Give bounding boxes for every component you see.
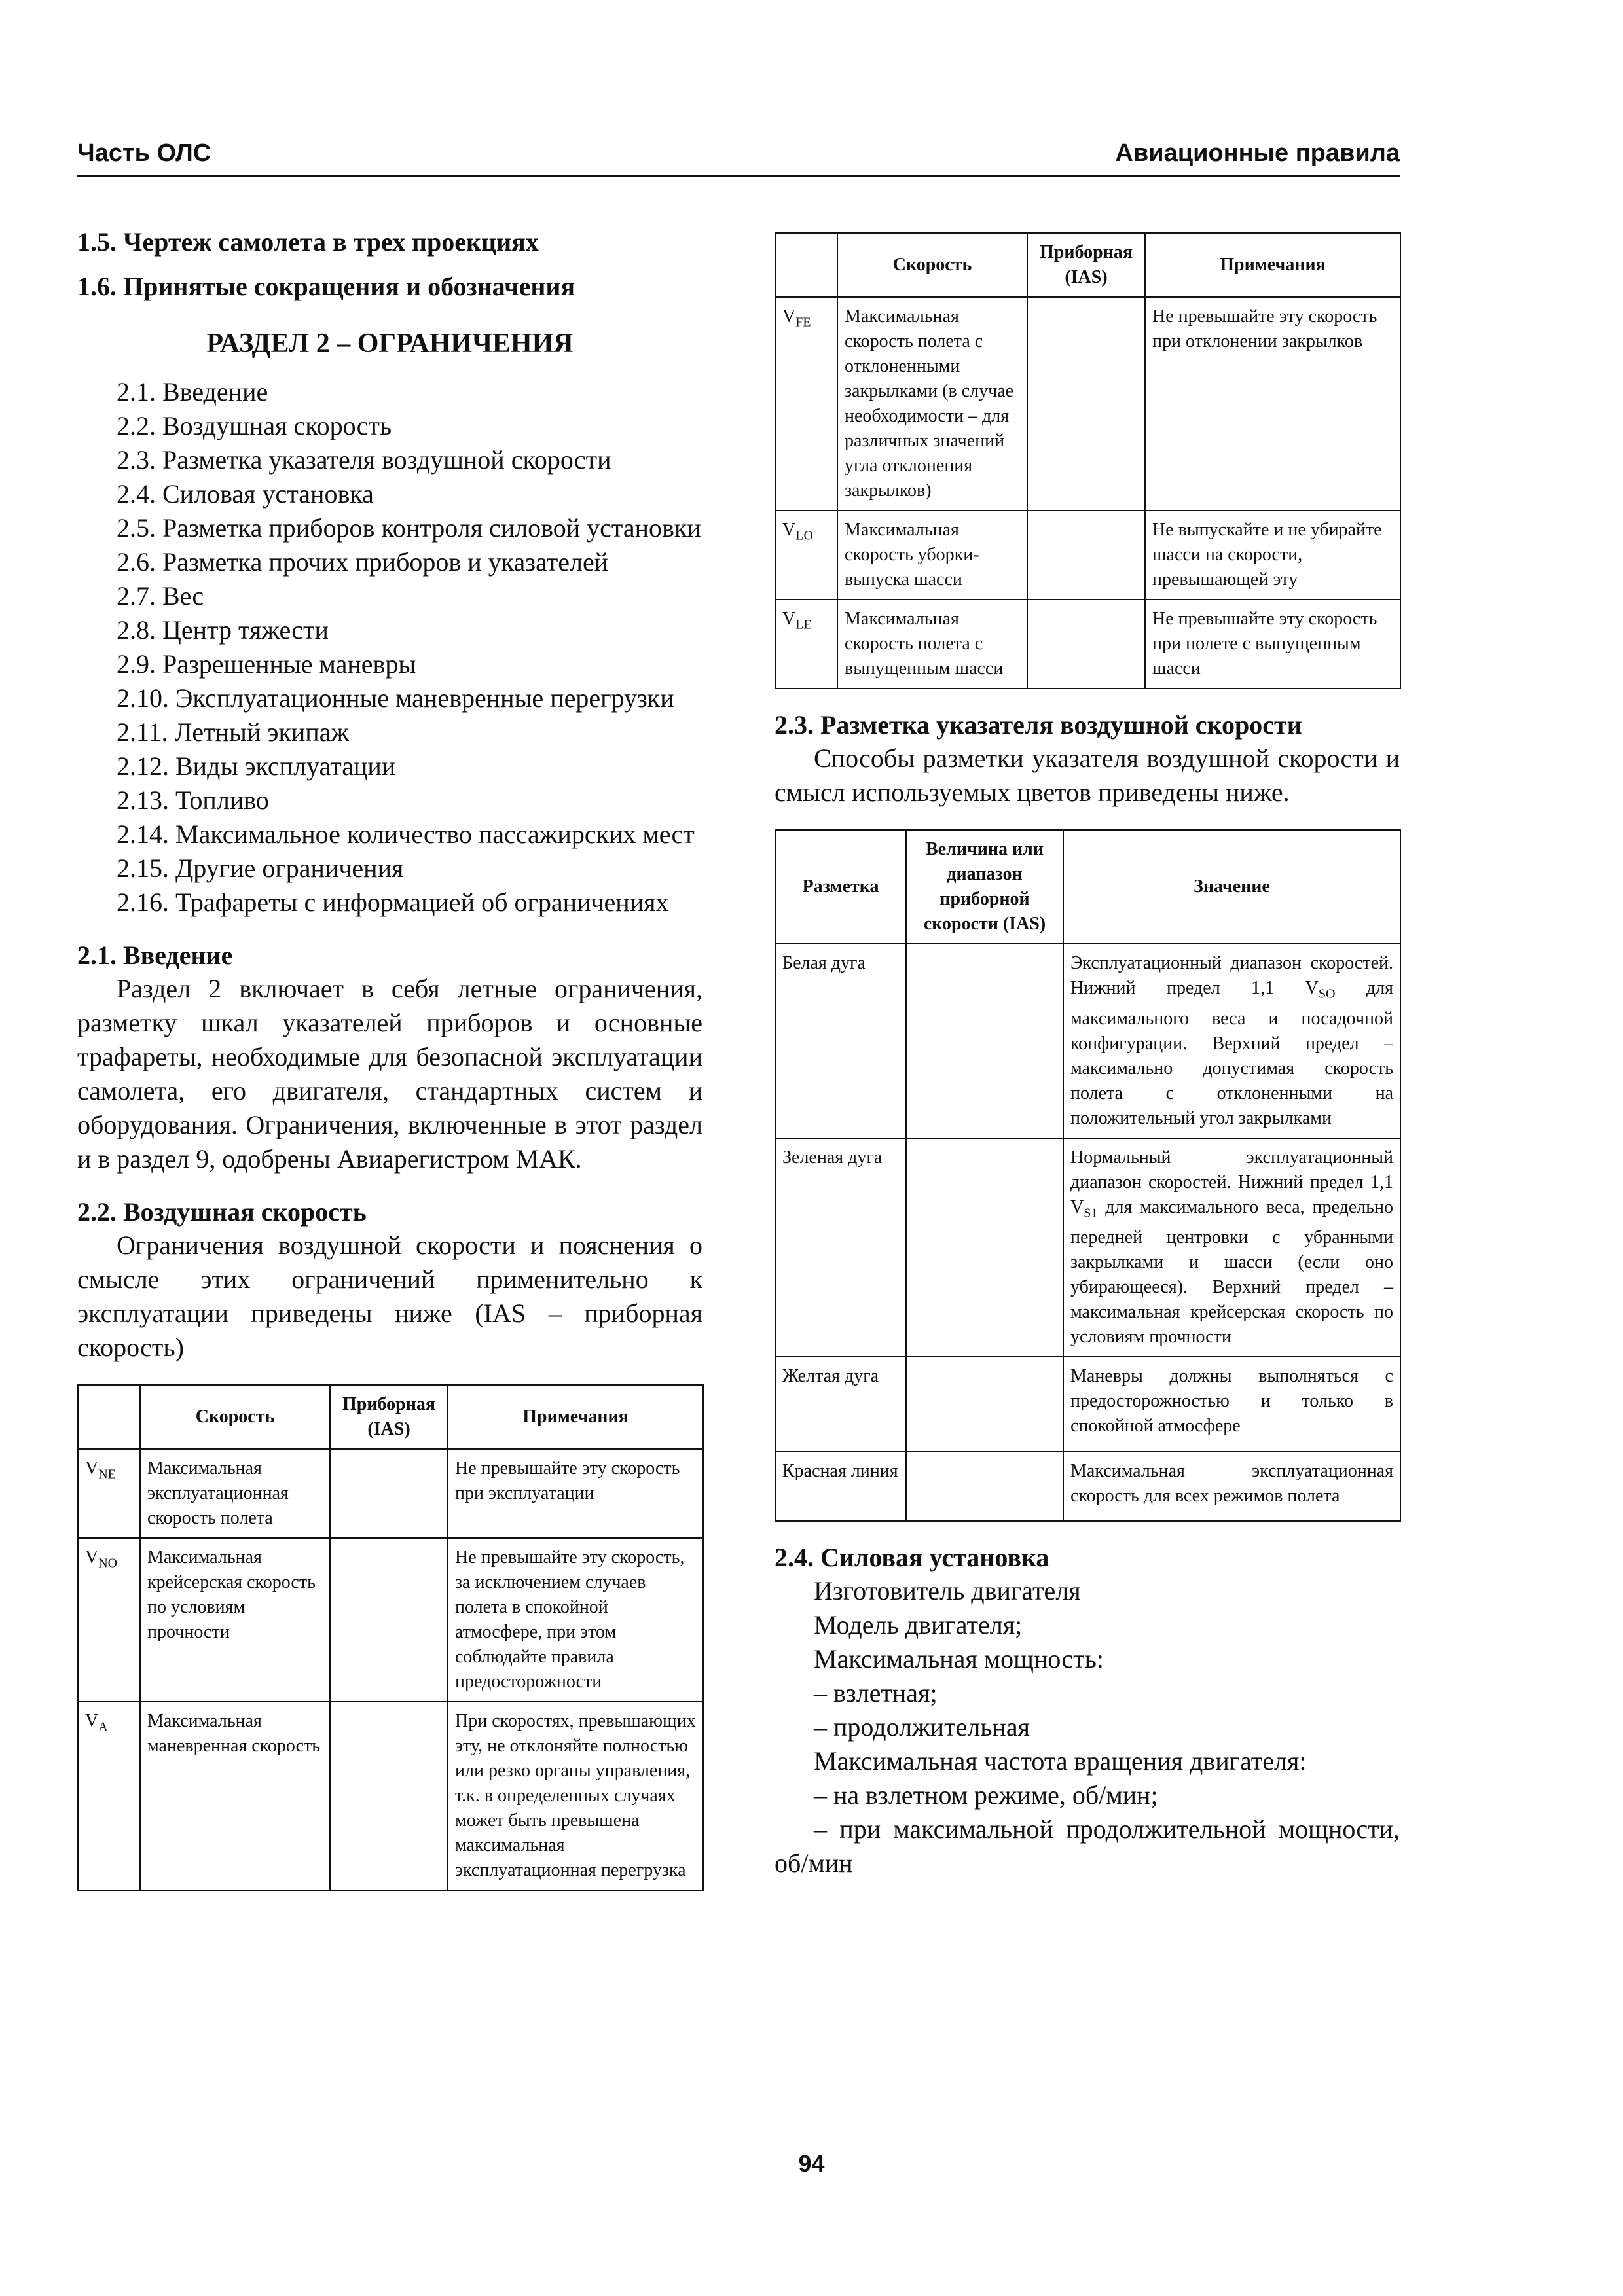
toc-item: 2.6. Разметка прочих приборов и указателей bbox=[117, 547, 609, 577]
powerplant-line: Максимальная мощность: bbox=[814, 1644, 1104, 1674]
toc-item: 2.3. Разметка указателя воздушной скорости bbox=[117, 445, 611, 475]
speed-symbol: $V_{NO}$ bbox=[78, 1538, 140, 1702]
powerplant-line: – продолжительная bbox=[814, 1712, 1030, 1742]
marking-meaning: Маневры должны выполняться с предосторожностью и только в спокойной атмосфере bbox=[1063, 1357, 1400, 1452]
toc-item: 2.5. Разметка приборов контроля силовой установки bbox=[117, 513, 701, 543]
table-header: Значение bbox=[1063, 830, 1400, 944]
paragraph-2-1: Раздел 2 включает в себя летные ограничения, разметку шкал указателей приборов и основные трафареты, необходимые для безопасной эксплуатации самолета, его двигателя, стандартных систем и оборудования. Ограничения, включенные в этот раздел и в раздел 9, одобрены Авиарегистром МАК. bbox=[77, 974, 702, 1174]
speed-note: Не превышайте эту скорость, за исключением случаев полета в спокойной атмосфере, при этом соблюдайте правила предосторожности bbox=[448, 1538, 703, 1702]
left-column bbox=[77, 226, 702, 1891]
powerplant-line: Изготовитель двигателя bbox=[814, 1576, 1081, 1606]
running-header bbox=[77, 134, 1400, 177]
speed-name: Максимальная скорость уборки-выпуска шасси bbox=[837, 511, 1027, 600]
table-header-row bbox=[78, 1385, 703, 1449]
table-row bbox=[775, 1357, 1400, 1452]
powerplant-line: – при максимальной продолжительной мощности, об/мин bbox=[775, 1814, 1400, 1878]
heading-2-4: 2.4. Силовая установка bbox=[775, 1543, 1049, 1573]
table-header: Разметка bbox=[775, 830, 906, 944]
toc-item: 2.9. Разрешенные маневры bbox=[117, 649, 416, 679]
table-header-row bbox=[775, 830, 1400, 944]
table-row bbox=[775, 1452, 1400, 1522]
table-header: Примечания bbox=[1145, 233, 1400, 297]
table-header: Примечания bbox=[448, 1385, 703, 1449]
table-header: Скорость bbox=[837, 233, 1027, 297]
marking-name: Зеленая дуга bbox=[775, 1138, 906, 1357]
speed-name: Максимальная эксплуатационная скорость полета bbox=[140, 1449, 330, 1538]
header-title: Авиационные правила bbox=[1115, 139, 1400, 167]
marking-name: Красная линия bbox=[775, 1452, 906, 1522]
table-header-row bbox=[775, 233, 1400, 297]
speed-ias bbox=[1027, 297, 1145, 511]
speed-note: Не выпускайте и не убирайте шасси на скорости, превышающей эту bbox=[1145, 511, 1400, 600]
speed-ias bbox=[1027, 600, 1145, 689]
marking-meaning: Максимальная эксплуатационная скорость для всех режимов полета bbox=[1063, 1452, 1400, 1522]
marking-meaning: Нормальный эксплуатационный диапазон скоростей. Нижний предел 1,1 $V_{S1}$ для максимального веса, предельно передней центровки с убранными закрылками и шасси (если оно убирающееся). Верхний предел – максимальная крейсерская скорость по условиям прочности bbox=[1063, 1138, 1400, 1357]
speed-symbol: $V_{LE}$ bbox=[775, 600, 837, 689]
heading-1-6: 1.6. Принятые сокращения и обозначения bbox=[77, 272, 575, 301]
speed-name: Максимальная крейсерская скорость по условиям прочности bbox=[140, 1538, 330, 1702]
toc-item: 2.14. Максимальное количество пассажирских мест bbox=[117, 819, 695, 849]
section-title: РАЗДЕЛ 2 – ОГРАНИЧЕНИЯ bbox=[206, 329, 574, 359]
table-row bbox=[78, 1702, 703, 1890]
toc-item: 2.12. Виды эксплуатации bbox=[117, 751, 396, 781]
table-header: Величина или диапазон приборной скорости (IAS) bbox=[906, 830, 1063, 944]
speed-note: При скоростях, превышающих эту, не отклоняйте полностью или резко органы управления, т.к. в определенных случаях может быть превышена максимальная эксплуатационная перегрузка bbox=[448, 1702, 703, 1890]
toc-item: 2.10. Эксплуатационные маневренные перегрузки bbox=[117, 683, 674, 713]
toc-list bbox=[77, 375, 702, 920]
powerplant-line: – на взлетном режиме, об/мин; bbox=[814, 1780, 1158, 1810]
table-row bbox=[775, 297, 1400, 511]
table-header: Скорость bbox=[140, 1385, 330, 1449]
speed-note: Не превышайте эту скорость при эксплуатации bbox=[448, 1449, 703, 1538]
speed-ias bbox=[330, 1702, 448, 1890]
speed-name: Максимальная скорость полета с выпущенным шасси bbox=[837, 600, 1027, 689]
speed-note: Не превышайте эту скорость при полете с выпущенным шасси bbox=[1145, 600, 1400, 689]
speed-table-left bbox=[77, 1384, 704, 1891]
marking-meaning: Эксплуатационный диапазон скоростей. Нижний предел 1,1 $V_{SO}$ для максимального веса и посадочной конфигурации. Верхний предел – максимально допустимая скорость полета с отклоненными на положительный угол закрылками bbox=[1063, 944, 1400, 1138]
toc-item: 2.7. Вес bbox=[117, 581, 204, 611]
heading-2-3: 2.3. Разметка указателя воздушной скорости bbox=[775, 710, 1302, 740]
toc-item: 2.11. Летный экипаж bbox=[117, 717, 350, 747]
toc-item: 2.1. Введение bbox=[117, 377, 268, 406]
paragraph-2-3: Способы разметки указателя воздушной скорости и смысл используемых цветов приведены ниже. bbox=[775, 744, 1400, 807]
powerplant-line: – взлетная; bbox=[814, 1678, 938, 1708]
powerplant-line: Модель двигателя; bbox=[814, 1610, 1023, 1640]
marking-table bbox=[775, 829, 1401, 1522]
table-header bbox=[775, 233, 837, 297]
table-row bbox=[78, 1538, 703, 1702]
speed-name: Максимальная скорость полета с отклоненными закрылками (в случае необходимости – для различных значений угла отклонения закрылков) bbox=[837, 297, 1027, 511]
toc-item: 2.8. Центр тяжести bbox=[117, 615, 329, 645]
toc-item: 2.15. Другие ограничения bbox=[117, 853, 404, 883]
speed-ias bbox=[1027, 511, 1145, 600]
page-number: 94 bbox=[798, 2150, 825, 2177]
speed-note: Не превышайте эту скорость при отклонении закрылков bbox=[1145, 297, 1400, 511]
marking-range bbox=[906, 944, 1063, 1138]
speed-table-right bbox=[775, 232, 1401, 689]
heading-2-1: 2.1. Введение bbox=[77, 941, 233, 970]
heading-2-2: 2.2. Воздушная скорость bbox=[77, 1197, 367, 1227]
toc-item: 2.13. Топливо bbox=[117, 785, 269, 815]
speed-name: Максимальная маневренная скорость bbox=[140, 1702, 330, 1890]
powerplant-line: Максимальная частота вращения двигателя: bbox=[814, 1746, 1307, 1776]
header-part: Часть ОЛС bbox=[77, 139, 211, 167]
paragraph-2-2: Ограничения воздушной скорости и пояснения о смысле этих ограничений применительно к эксплуатации приведены ниже (IAS – приборная скорость) bbox=[77, 1230, 702, 1362]
marking-range bbox=[906, 1357, 1063, 1452]
speed-ias bbox=[330, 1538, 448, 1702]
table-row bbox=[775, 1138, 1400, 1357]
table-row bbox=[775, 511, 1400, 600]
table-header: Приборная (IAS) bbox=[330, 1385, 448, 1449]
table-header: Приборная (IAS) bbox=[1027, 233, 1145, 297]
toc-item: 2.2. Воздушная скорость bbox=[117, 411, 392, 440]
speed-symbol: $V_A$ bbox=[78, 1702, 140, 1890]
powerplant-list bbox=[775, 1574, 1400, 1880]
marking-range bbox=[906, 1452, 1063, 1522]
speed-symbol: $V_{FE}$ bbox=[775, 297, 837, 511]
right-column bbox=[775, 232, 1400, 1880]
table-row bbox=[775, 944, 1400, 1138]
speed-symbol: $V_{NE}$ bbox=[78, 1449, 140, 1538]
table-row bbox=[78, 1449, 703, 1538]
table-header bbox=[78, 1385, 140, 1449]
speed-ias bbox=[330, 1449, 448, 1538]
heading-1-5: 1.5. Чертеж самолета в трех проекциях bbox=[77, 227, 539, 257]
speed-symbol: $V_{LO}$ bbox=[775, 511, 837, 600]
marking-range bbox=[906, 1138, 1063, 1357]
marking-name: Белая дуга bbox=[775, 944, 906, 1138]
toc-item: 2.4. Силовая установка bbox=[117, 479, 374, 509]
table-row bbox=[775, 600, 1400, 689]
marking-name: Желтая дуга bbox=[775, 1357, 906, 1452]
toc-item: 2.16. Трафареты с информацией об ограничениях bbox=[117, 888, 669, 917]
